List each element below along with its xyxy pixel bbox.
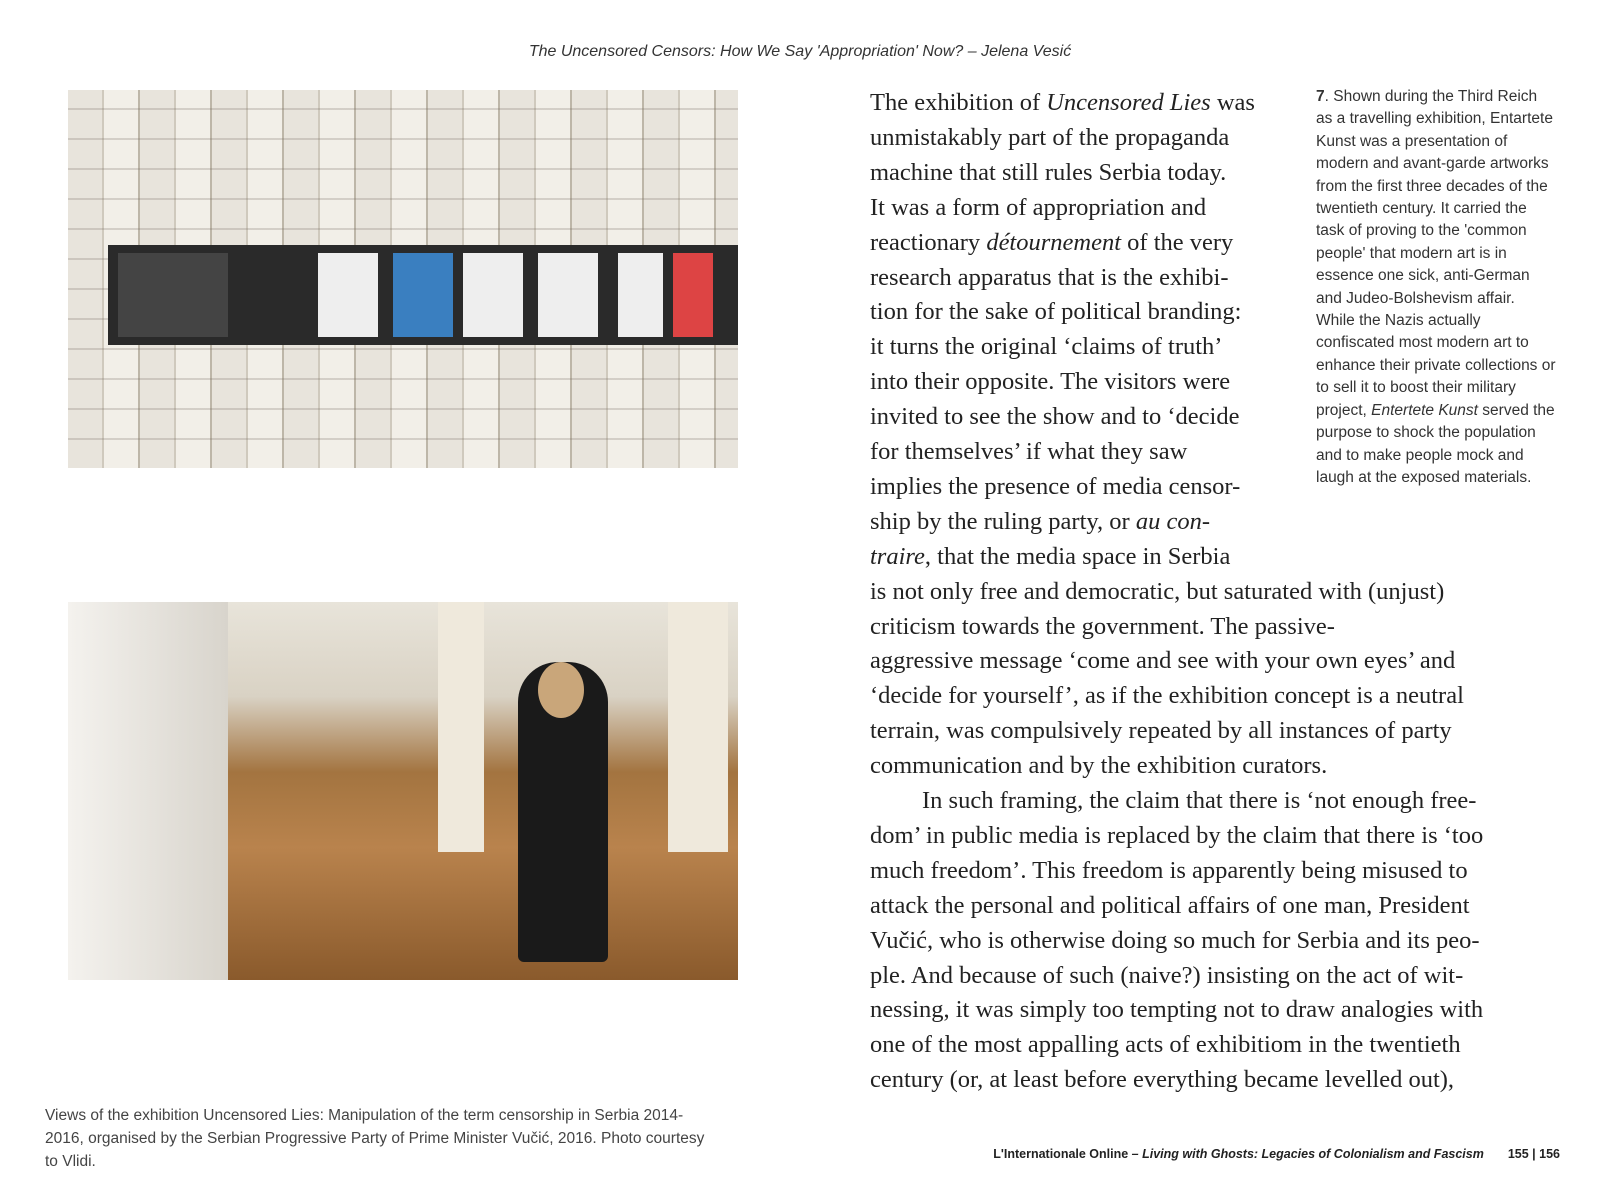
text-line xyxy=(870,923,1480,959)
text: unmistakably part of the propaganda xyxy=(870,123,1230,151)
text-line xyxy=(870,364,1230,400)
text-line xyxy=(870,713,1452,749)
text: communication and by the exhibition curators. xyxy=(870,752,1328,780)
text-line xyxy=(870,225,1233,261)
text: research apparatus that is the exhibi- xyxy=(870,263,1229,291)
exhibition-photo-wall xyxy=(68,90,738,468)
text-line xyxy=(870,1062,1454,1098)
text-line xyxy=(870,783,1476,819)
footer-dash: – xyxy=(1128,1147,1143,1161)
text: terrain, was compulsively repeated by all instances of party xyxy=(870,717,1452,745)
text: reactionary xyxy=(870,228,987,256)
text: of the very xyxy=(1121,228,1234,256)
footnote-7 xyxy=(1316,86,1556,489)
footnote-number: 7 xyxy=(1316,88,1325,105)
text-line xyxy=(870,958,1463,994)
text-line xyxy=(870,992,1483,1028)
publication-name: L'Internationale Online xyxy=(993,1147,1129,1161)
text-line xyxy=(870,190,1206,226)
text: dom’ in public media is replaced by the claim that there is ‘too xyxy=(870,821,1484,849)
text-line xyxy=(870,294,1241,330)
text: attack the personal and political affairs of one man, President xyxy=(870,891,1470,919)
italic-text: au con- xyxy=(1135,507,1210,535)
text-line xyxy=(870,399,1239,435)
text: tion for the sake of political branding: xyxy=(870,298,1242,326)
text-line xyxy=(870,678,1464,714)
text: one of the most appalling acts of exhibitiom in the twentieth xyxy=(870,1031,1461,1059)
text-line xyxy=(870,609,1335,645)
text: ship by the ruling party, or xyxy=(870,507,1136,535)
running-head: The Uncensored Censors: How We Say 'Appropriation' Now? – Jelena Vesić xyxy=(528,43,1072,60)
footnote-italic: Entertete Kunst xyxy=(1371,401,1478,419)
text: criticism towards the government. The passive- xyxy=(870,612,1335,640)
exhibition-photo-hall xyxy=(68,602,738,980)
page-footer xyxy=(993,1147,1560,1161)
text: ple. And because of such (naive?) insisting on the act of wit- xyxy=(870,961,1464,989)
text: is not only free and democratic, but saturated with (unjust) xyxy=(870,577,1445,605)
italic-text: traire xyxy=(870,542,925,570)
text-line xyxy=(870,853,1468,889)
text-line xyxy=(870,1027,1461,1063)
text-line xyxy=(870,574,1444,610)
text: nessing, it was simply too tempting not to draw analogies with xyxy=(870,996,1484,1024)
text-line xyxy=(870,818,1483,854)
text-line xyxy=(870,504,1210,540)
text-line xyxy=(870,888,1470,924)
text-line xyxy=(870,329,1222,365)
text: machine that still rules Serbia today. xyxy=(870,158,1227,186)
text: It was a form of appropriation and xyxy=(870,193,1207,221)
text-line xyxy=(870,85,1255,121)
text-line xyxy=(870,748,1327,784)
page-numbers: 155 | 156 xyxy=(1507,1147,1560,1161)
text: ‘decide for yourself’, as if the exhibition concept is a neutral xyxy=(870,682,1464,710)
footnote-text: . Shown during the Third Reich as a travelling exhibition, Entartete Kunst was a presentation of modern and avant-garde artworks from the first three decades of the twentieth century. It carried the task of proving to the 'common people' that modern art is in essence one sick, anti-German and Judeo-Bolshevism affair. While the Nazis actually confiscated most modern art to enhance their private collections or to sell it to boost their military project, xyxy=(1316,88,1556,419)
text: was xyxy=(1210,89,1255,116)
text: for themselves’ if what they saw xyxy=(870,438,1188,465)
text-line xyxy=(870,260,1229,296)
text: aggressive message ‘come and see with your own eyes’ and xyxy=(870,647,1456,675)
text-line xyxy=(870,434,1187,470)
text: invited to see the show and to ‘decide xyxy=(870,403,1240,431)
text: century (or, at least before everything became levelled out), xyxy=(870,1066,1455,1094)
text-line xyxy=(870,643,1455,679)
text: , that the media space in Serbia xyxy=(924,542,1231,570)
text: The exhibition of xyxy=(870,89,1047,116)
footnote-text-end: served the purpose to shock the population and to make people mock and laugh at the exposed materials. xyxy=(1316,401,1555,486)
text: In such framing, the claim that there is ‘not enough free- xyxy=(922,787,1477,814)
italic-text: Uncensored Lies xyxy=(1046,89,1211,116)
text-line xyxy=(870,120,1229,156)
text: much freedom’. This freedom is apparently being misused to xyxy=(870,856,1468,884)
text-line xyxy=(870,155,1226,191)
text: Vučić, who is otherwise doing so much for Serbia and its peo- xyxy=(870,926,1480,954)
text: implies the presence of media censor- xyxy=(870,472,1241,500)
issue-title: Living with Ghosts: Legacies of Colonialism and Fascism xyxy=(1142,1147,1484,1161)
text-line xyxy=(870,539,1230,575)
text: into their opposite. The visitors were xyxy=(870,368,1231,396)
photo-caption: Views of the exhibition Uncensored Lies: Manipulation of the term censorship in Serbia 2014-2016, organised by the Serbian Progressive Party of Prime Minister Vučić, 2016. Photo courtesy to Vlidi. xyxy=(45,1107,705,1170)
text: it turns the original ‘claims of truth’ xyxy=(870,333,1223,361)
italic-text: détournement xyxy=(986,228,1122,256)
text-line xyxy=(870,469,1240,505)
